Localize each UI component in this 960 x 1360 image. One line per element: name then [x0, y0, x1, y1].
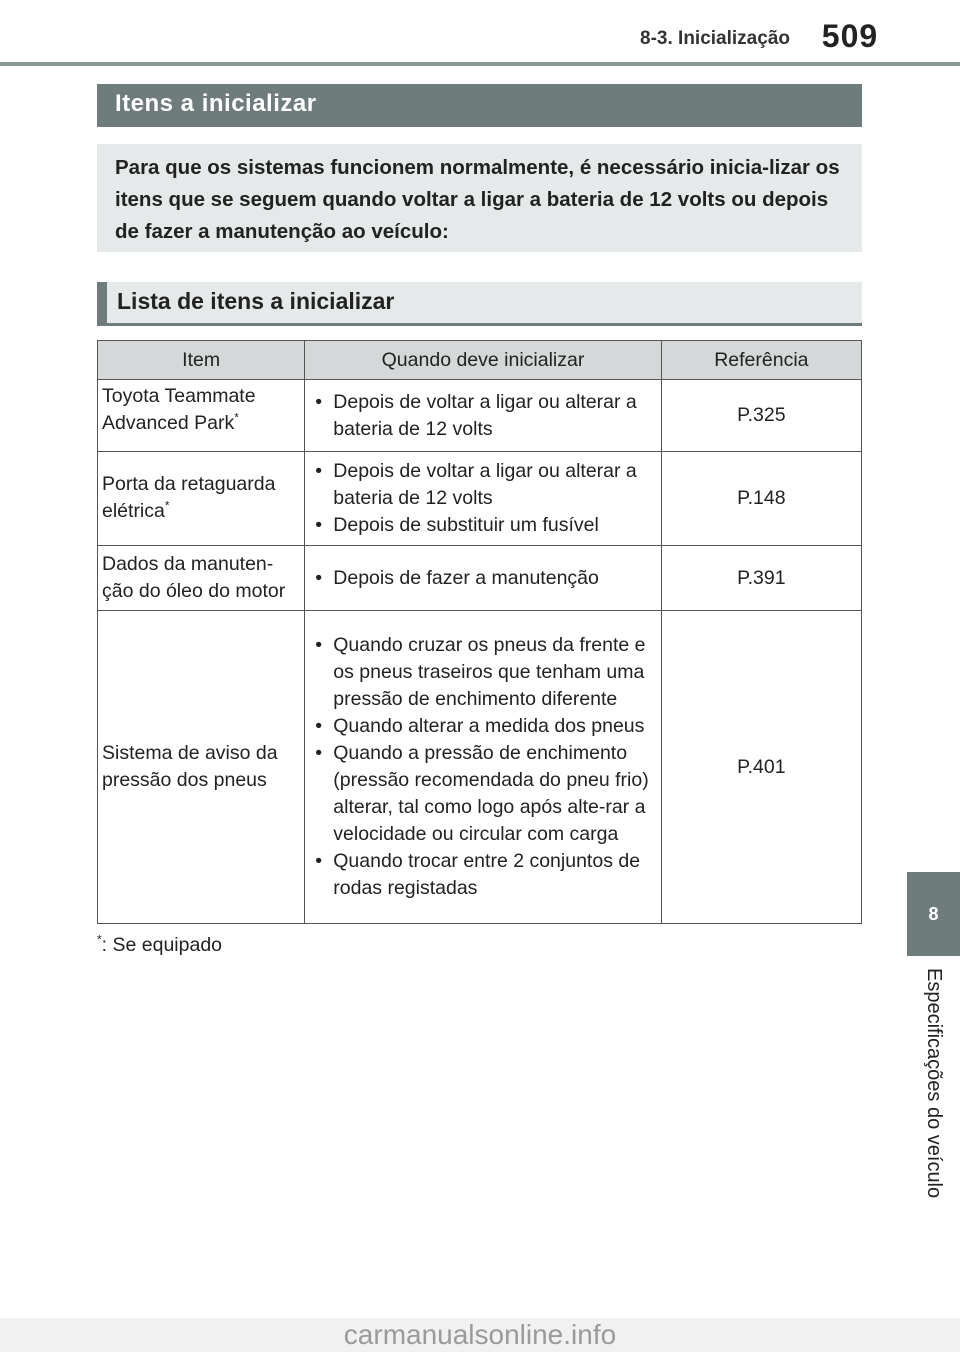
footnote-marker: * [164, 498, 170, 513]
reference-cell[interactable]: P.391 [661, 546, 861, 611]
reference-cell[interactable]: P.401 [661, 611, 861, 924]
page-number: 509 [821, 18, 879, 54]
item-cell [98, 452, 305, 546]
chapter-tab[interactable]: 8 [907, 872, 960, 956]
list-item: • Quando a pressão de enchimento (pressão recomendada do pneu frio) alterar, tal como logo após alte-rar a velocidade ou circular com carga [309, 740, 656, 848]
intro-paragraph: Para que os sistemas funcionem normalmente, é necessário inicia-lizar os itens que se seguem quando voltar a ligar a bateria de 12 volts ou depois de fazer a manutenção ao veículo: [97, 144, 862, 252]
chapter-label-text: Especificações do veículo [923, 968, 945, 1199]
table-row [98, 380, 862, 452]
column-header-when: Quando deve inicializar [305, 341, 661, 380]
footnote-marker: * [97, 932, 102, 947]
list-item: • Quando alterar a medida dos pneus [309, 713, 656, 740]
list-item: • Quando cruzar os pneus da frente e os pneus traseiros que tenham uma pressão de enchimento diferente [309, 632, 656, 713]
table-row [98, 546, 862, 611]
when-cell [305, 380, 661, 452]
when-cell [305, 452, 661, 546]
table-header-row [98, 341, 862, 380]
section-subtitle: Lista de itens a inicializar [97, 282, 862, 326]
table-row [98, 611, 862, 924]
reference-cell[interactable]: P.148 [661, 452, 861, 546]
when-cell [305, 546, 661, 611]
reference-cell[interactable]: P.325 [661, 380, 861, 452]
chapter-label [907, 968, 960, 1218]
list-item: • Quando trocar entre 2 conjuntos de rodas registadas [309, 848, 656, 902]
item-name: Dados da manuten-ção do óleo do motor [102, 552, 286, 602]
footnote [97, 934, 222, 957]
item-name: Porta da retaguarda elétrica [102, 473, 276, 522]
list-item: • Depois de voltar a ligar ou alterar a bateria de 12 volts [309, 389, 656, 443]
column-header-item: Item [98, 341, 305, 380]
item-cell [98, 546, 305, 611]
list-item: • Depois de voltar a ligar ou alterar a bateria de 12 volts [309, 458, 656, 512]
item-cell [98, 611, 305, 924]
item-name: Toyota Teammate Advanced Park [102, 385, 256, 434]
section-heading: 8-3. Inicialização [640, 28, 790, 49]
list-item: • Depois de fazer a manutenção [309, 565, 656, 592]
column-header-reference: Referência [661, 341, 861, 380]
footnote-marker: * [234, 410, 239, 425]
list-item: • Depois de substituir um fusível [309, 512, 656, 539]
footnote-text: : Se equipado [101, 934, 223, 956]
item-cell [98, 380, 305, 452]
initialization-table [97, 340, 862, 924]
page-title: Itens a inicializar [97, 84, 862, 127]
header-divider [0, 62, 960, 66]
table-row [98, 452, 862, 546]
when-cell [305, 611, 661, 924]
watermark-text: carmanualsonline.info [0, 1318, 960, 1352]
item-name: Sistema de aviso da pressão dos pneus [102, 741, 278, 791]
